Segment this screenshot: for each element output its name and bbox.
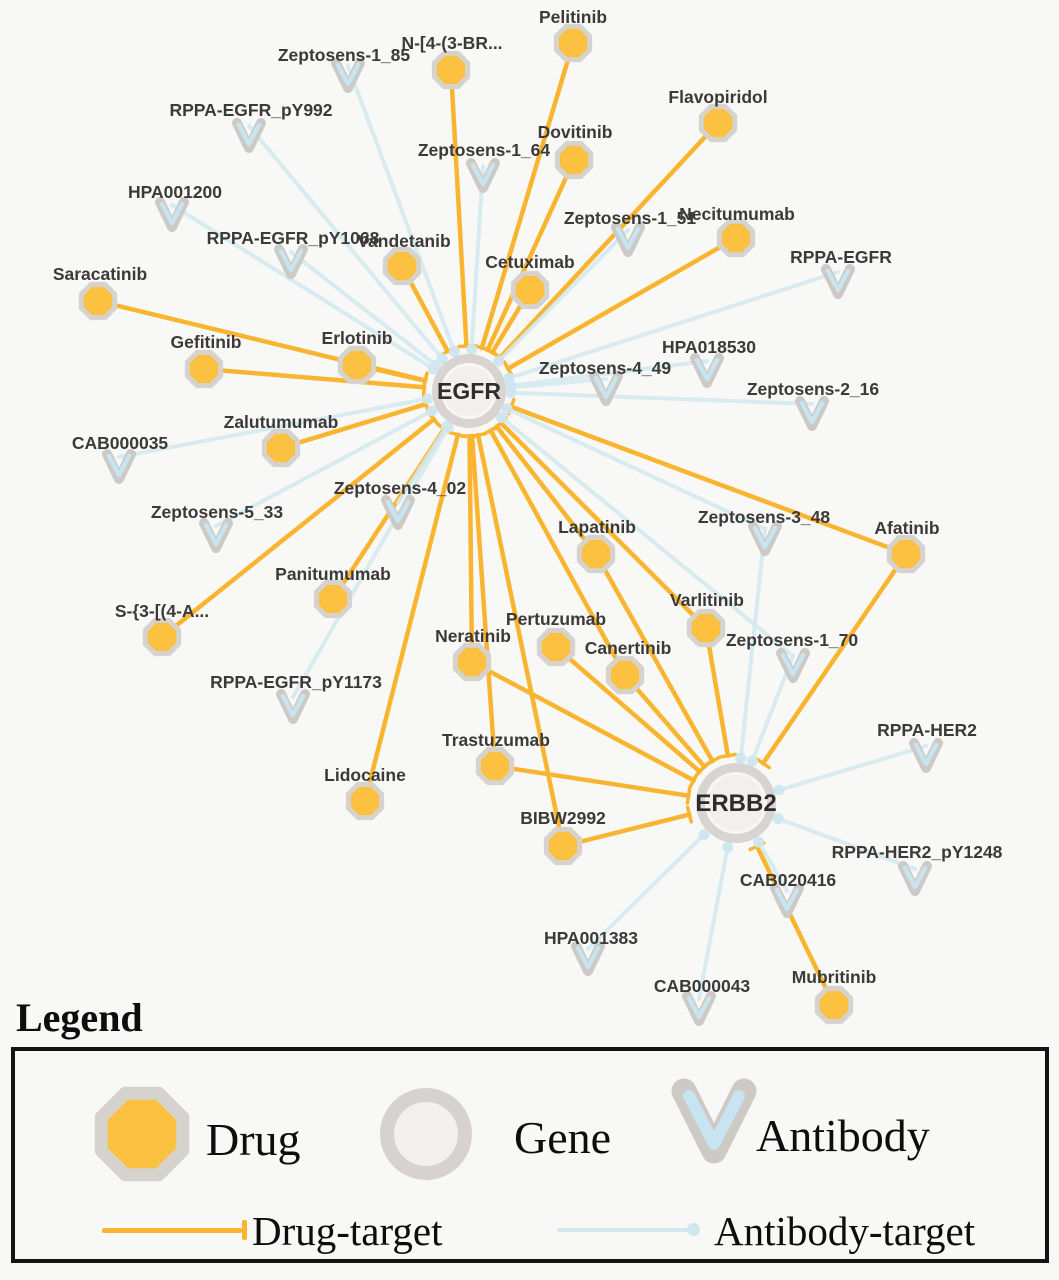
- antibody-label: Zeptosens-2_16: [746, 379, 880, 399]
- drug-legend-label: Drug: [206, 1114, 301, 1165]
- drug-node: [557, 143, 590, 176]
- antibody-label: CAB020416: [739, 870, 837, 890]
- legend-title: Legend: [16, 995, 143, 1040]
- drug-node: [817, 988, 850, 1021]
- drug-target-edge-sample: [102, 1228, 242, 1233]
- drug-label: N-[4-(3-BR...: [401, 33, 503, 53]
- drug-node: [316, 582, 349, 615]
- antibody-label: Zeptosens-1_85: [277, 45, 411, 65]
- drug-label: Erlotinib: [321, 328, 393, 348]
- drug-node: [719, 221, 752, 254]
- antibody-target-dot: [422, 393, 433, 404]
- drug-label: Canertinib: [584, 638, 672, 658]
- antibody-label: RPPA-EGFR_pY1173: [210, 672, 382, 692]
- gene-label: ERBB2: [695, 790, 777, 817]
- antibody-target-edge-sample: [557, 1228, 693, 1232]
- drug-node: [889, 537, 922, 570]
- antibody-target-dot: [466, 344, 477, 355]
- drug-label: Lidocaine: [324, 765, 406, 785]
- drug-node: [385, 249, 418, 282]
- drug-legend-icon: [87, 1079, 197, 1189]
- antibody-label: Zeptosens-4_49: [538, 358, 672, 378]
- drug-node: [539, 630, 572, 663]
- drug-label: Neratinib: [435, 626, 511, 646]
- antibody-label: RPPA-HER2_pY1248: [831, 842, 1003, 862]
- drug-target-tee: [688, 807, 692, 822]
- drug-label: Pelitinib: [538, 7, 608, 27]
- antibody-label: HPA001383: [543, 928, 639, 948]
- antibody-target-dot: [735, 753, 746, 764]
- drug-label: Flavopiridol: [668, 87, 768, 107]
- legend-box: [11, 1047, 1049, 1263]
- drug-target-edge: [495, 766, 689, 796]
- antibody-label: Zeptosens-1_51: [563, 208, 697, 228]
- drug-label: Lapatinib: [558, 517, 636, 537]
- antibody-label: Zeptosens-1_64: [417, 140, 551, 160]
- antibody-label: HPA018530: [661, 337, 757, 357]
- drug-target-tee: [242, 1220, 247, 1240]
- drug-node: [701, 106, 734, 139]
- drug-node: [434, 53, 467, 86]
- drug-target-tee: [423, 374, 426, 389]
- antibody-target-dot: [505, 387, 516, 398]
- antibody-label: Zeptosens-1_70: [725, 630, 859, 650]
- antibody-target-dot: [722, 842, 733, 853]
- gene-legend-label: Gene: [514, 1112, 612, 1163]
- drug-target-edge: [451, 70, 466, 346]
- drug-node: [608, 658, 641, 691]
- antibody-target-edge: [472, 166, 483, 349]
- drug-label: Mubritinib: [791, 967, 877, 987]
- drug-label: Saracatinib: [52, 264, 148, 284]
- drug-node: [81, 284, 114, 317]
- drug-label: Zalutumumab: [223, 412, 339, 432]
- drug-target-tee: [720, 754, 735, 757]
- drug-label: Cetuximab: [485, 252, 575, 272]
- drug-target-legend-label: Drug-target: [252, 1208, 443, 1254]
- antibody-label: Zeptosens-4_02: [333, 478, 467, 498]
- antibody-target-dot: [747, 756, 758, 767]
- drug-node: [579, 537, 612, 570]
- drug-label: Dovitinib: [537, 122, 613, 142]
- drug-label: Pertuzumab: [505, 609, 607, 629]
- antibody-target-edge: [779, 746, 926, 790]
- drug-target-edge: [706, 628, 728, 756]
- antibody-label: CAB000035: [71, 433, 169, 453]
- antibody-label: RPPA-HER2: [877, 720, 977, 740]
- gene-legend-icon: [380, 1088, 472, 1180]
- drug-node: [348, 784, 381, 817]
- antibody-target-dot: [687, 1223, 700, 1236]
- antibody-legend-icon: [664, 1073, 764, 1183]
- drug-node: [478, 749, 511, 782]
- drug-node: [513, 273, 546, 306]
- drug-node: [546, 829, 579, 862]
- antibody-label: RPPA-EGFR_pY992: [169, 100, 333, 120]
- drug-target-edge: [472, 436, 495, 766]
- antibody-legend-label: Antibody: [756, 1110, 930, 1161]
- drug-node: [689, 611, 722, 644]
- drug-label: Panitumumab: [275, 564, 391, 584]
- drug-node: [455, 645, 488, 678]
- drug-label: Necitumumab: [679, 204, 795, 224]
- antibody-label: HPA001200: [127, 182, 223, 202]
- drug-label: Gefitinib: [170, 332, 242, 352]
- gene-label: EGFR: [437, 378, 501, 404]
- antibody-label: Zeptosens-5_33: [150, 502, 284, 522]
- antibody-label: RPPA-EGFR: [790, 247, 892, 267]
- drug-node: [340, 348, 373, 381]
- drug-label: Trastuzumab: [442, 730, 550, 750]
- drug-label: Afatinib: [874, 518, 940, 538]
- drug-label: S-{3-[(4-A...: [114, 601, 210, 621]
- antibody-label: CAB000043: [653, 976, 751, 996]
- antibody-target-legend-label: Antibody-target: [714, 1208, 976, 1254]
- drug-label: BIBW2992: [520, 808, 606, 828]
- drug-node: [145, 620, 178, 653]
- drug-node: [264, 431, 297, 464]
- drug-label: Vandetanib: [357, 231, 451, 251]
- antibody-label: Zeptosens-3_48: [697, 507, 831, 527]
- drug-node: [187, 352, 220, 385]
- drug-node: [556, 26, 589, 59]
- drug-target-tee: [687, 788, 689, 803]
- antibody-target-dot: [449, 346, 460, 357]
- drug-label: Varlitinib: [670, 590, 744, 610]
- antibody-label: RPPA-EGFR_pY1068: [206, 228, 380, 248]
